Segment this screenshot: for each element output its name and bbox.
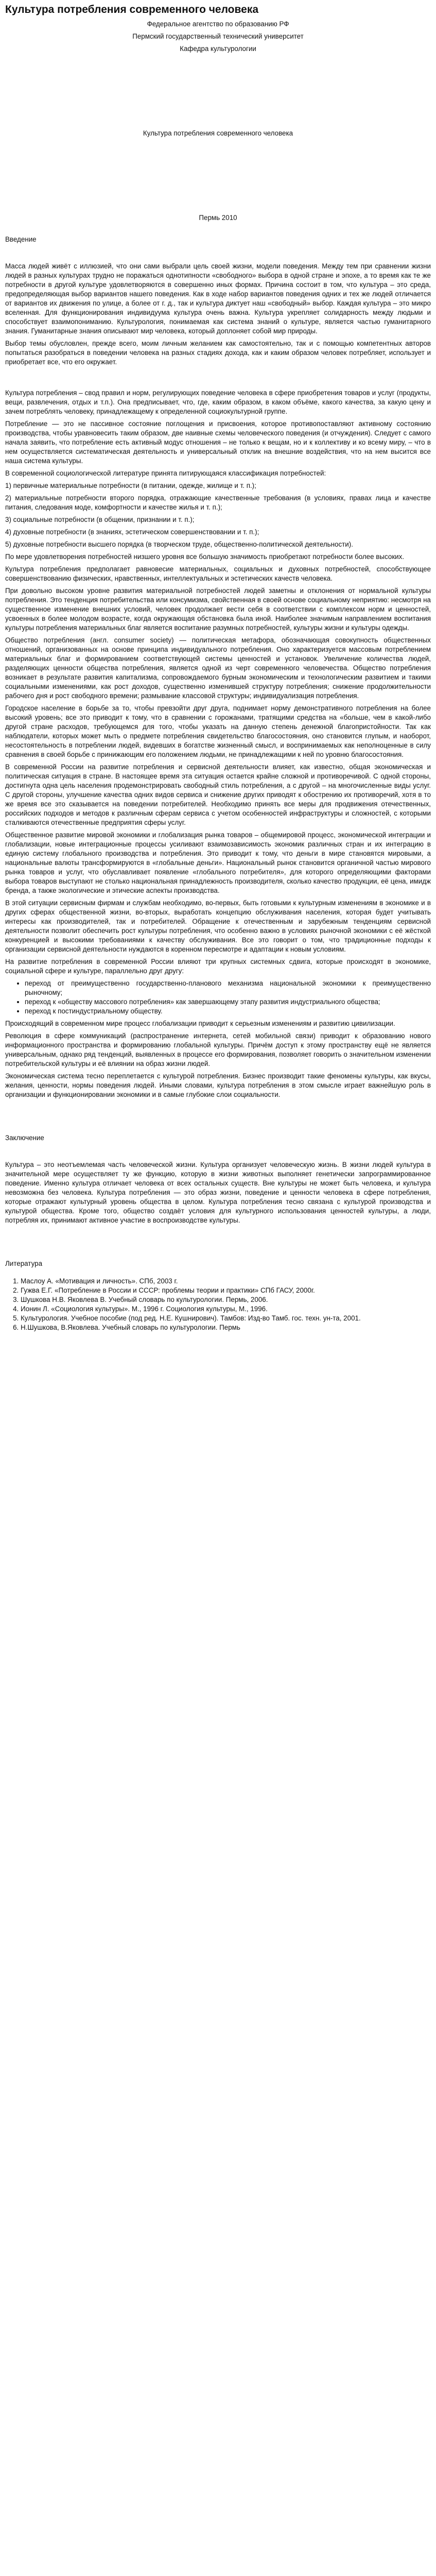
body-paragraph: Происходящий в современном мире процесс глобализации приводит к серьезным изменениям и развитию цивилизации.: [5, 1020, 395, 1027]
list-item: • переход от преимущественно государственно-планового механизма национальной экономики к преимущественно рыночному;: [25, 979, 431, 997]
section-heading-intro: Введение: [5, 235, 37, 243]
spacer: [5, 1228, 431, 1259]
reference-item: 2. Гужва Е.Г. «Потребление в России и СССР: проблемы теории и практики» СПб ГАСУ, 2000г.: [21, 1286, 431, 1295]
needs-item: 4) духовные потребности (в знаниях, эстетическом совершенствовании и т. п.);: [5, 528, 259, 536]
department-name: Кафедра культурологии: [180, 45, 256, 53]
body-paragraph: Общество потребления (англ. consumer society) — политическая метафора, обозначающая совокупность общественных отношений, организованных на основе принципа индивидуального потребления. Оно характеризуется массовым потреблением материальных благ и формированием соответствующей системы ценностей и установок. Увеличение количества людей, разделяющих ценности общества потребления, является одной из черт современного человечества. Общество потребления возникает в результате развития капитализма, сопровождаемого бурным экономическим и технологическим развитием и такими социальными изменениями, как рост доходов, существенно изменившей структуру потребления; снижение продолжительности рабочего дня и рост свободного времени; размывание классовой структуры; индивидуализация потребления.: [5, 636, 431, 700]
spacer: [5, 370, 431, 388]
spacer: [5, 141, 431, 213]
body-paragraph: Экономическая система тесно переплетается с культурой потребления. Бизнес производит такие феномены культуры, как вкусы, желания, ценности, нормы поведения людей. Иными словами, культура потребления в этом смысле играет важнейшую роль в организации и функционировании экономики и в самые глубокие слои социальности.: [5, 1072, 431, 1098]
essay-subtitle: Культура потребления современного человека: [143, 129, 293, 137]
reference-item: 3. Шушкова Н.В. Яковлева В. Учебный словарь по культурологии. Пермь, 2006.: [21, 1295, 431, 1304]
section-heading-references: Литература: [5, 1260, 43, 1267]
body-paragraph: В современной социологической литературе принята питирующаяся классификация потребностей:: [5, 469, 326, 477]
needs-item: 3) социальные потребности (в общении, признании и т. п.);: [5, 516, 195, 523]
reference-item: 5. Культурология. Учебное пособие (под ред. Н.Е. Кушнирович). Тамбов: Изд-во Тамб. гос. техн. ун-та, 2001.: [21, 1314, 431, 1323]
list-item: • переход к «обществу массового потребления» как завершающему этапу развития индустриального общества;: [25, 997, 431, 1007]
document-title: Культура потребления современного человека: [5, 4, 259, 15]
body-paragraph: По мере удовлетворения потребностей низшего уровня все большую значимость приобретают потребности более высоких.: [5, 553, 405, 561]
body-paragraph: В современной России на развитие потребления и сервисной деятельности влияет, как известно, общая экономическая и политическая ситуация в стране. В настоящее время эта ситуация остается крайне сложной и противоречивой. С одной стороны, достигнута одна цель населения продемонстрировать свободный стиль потребления, а с другой – на многочисленные виды услуг. С другой стороны, улучшение качества одних видов сервиса и снижение других приводят к обострению их противоречий, хотя в то же время все это сказывается на поведении потребителей. Необходимо принять все меры для продвижения отечественных, российских подходов и методов к различным сферам сервиса с учетом особенностей инфраструктуры и сложностей, с которыми сталкиваются отечественные предприятия сферы услуг.: [5, 763, 431, 826]
conclusion-paragraph: Культура – это неотъемлемая часть человеческой жизни. Культура организует человеческую жизнь. В жизни людей культура в значительной мере осуществляет ту же функцию, которую в жизни животных выполняет генетически запрограммированное поведение. Именно культура отличает человека от всех остальных существ. Вне культуры не может быть человека, и культура невозможна без человека. Культура потребления — это образ жизни, поведение и ценности человека в сфере потребления, которые отражают культурный уровень общества в целом. Культура потребления тесно связана с культурой производства и культурой общества. Кроме того, общество создаёт условия для культурного использования ценностей культуры, а люди, потребляя их, принимают активное участие в воспроизводстве культуры.: [5, 1161, 431, 1224]
reference-item: 6. Н.Шушкова, В.Яковлева. Учебный словарь по культурологии. Пермь: [21, 1323, 431, 1332]
shifts-list: [5, 979, 431, 1016]
body-paragraph: В этой ситуации сервисным фирмам и службам необходимо, во-первых, быть готовыми к культурным изменениям в экономике и в других сферах общественной жизни, во-вторых, выработать концепцию обслуживания населения, которая будет учитывать интересы как производителей, так и потребителей. Обращение к отечественным и зарубежным тенденциям сервисной деятельности позволит обеспечить рост культуры потребления, что особенно важно в условиях рыночной экономики с её жёсткой конкуренцией и высокими требованиями к качеству обслуживания. Все это говорит о том, что традиционные подходы к организации сервисной деятельности нуждаются в коренном пересмотре и адаптации к новым условиям.: [5, 899, 431, 953]
body-paragraph: Культура потребления предполагает равновесие материальных, социальных и духовных потребностей, способствующее совершенствованию физических, нравственных, интеллектуальных и эстетических качеств человека.: [5, 565, 431, 582]
needs-item: 5) духовные потребности высшего порядка (в творческом труде, общественно-политической деятельности).: [5, 540, 353, 548]
needs-item: 1) первичные материальные потребности (в питании, одежде, жилище и т. п.);: [5, 482, 256, 489]
section-heading-conclusion: Заключение: [5, 1134, 44, 1142]
body-paragraph: Потребление — это не пассивное состояние поглощения и присвоения, которое противопоставляют активному состоянию производства, чтобы уравновесить таким образом, две наивные схемы человеческого поведения (и отчуждения). Следует с самого начала заявить, что потребление есть активный модус отношения – не только к вещам, но и к коллективу и ко всему миру, – что в нем осуществляется систематическая деятельность и универсальный отклик на внешние воздействия, что на нем высится все наша система культуры.: [5, 420, 431, 465]
title-page-header: [5, 20, 431, 54]
spacer: [5, 1103, 431, 1133]
body-paragraph: Общественное развитие мировой экономики и глобализация рынка товаров – общемировой процесс, экономической интеграции и глобализации, новые интеграционные процессы усиливают взаимозависимость экономик различных стран и их интеграцию в единую систему глобального производства и потребления. Это приводит к тому, что деньги в мире становятся мировыми, а национальные валюты трансформируются в «глобальные деньги». Национальный рынок становится органичной частью мирового рынка товаров и услуг, что обуславливает появление «глобального потребителя», для которого определяющими факторами выбора товаров выступают не столько национальная принадлежность производителя, сколько качество продукции, её цена, имидж бренда, а также экологические и этические аспекты производства.: [5, 831, 431, 894]
body-paragraph: Культура потребления – свод правил и норм, регулирующих поведение человека в сфере приобретения товаров и услуг (продукты, вещи, развлечения, отдых и т.п.). Она предписывает, что, где, каким образом, в каком объёме, какого качества, за какую цену и зачем потреблять человеку, принадлежащему к определенной социокультурной группе.: [5, 389, 431, 415]
needs-item: 2) материальные потребности второго порядка, отражающие качественные требования (в условиях, правах лица и качестве питания, следования моде, комфортности и качестве жилья и т. п.);: [5, 494, 431, 511]
spacer: [5, 1151, 431, 1160]
body-paragraph: Городское население в борьбе за то, чтобы превзойти друг друга, поднимает норму демонстративного потребления на более высокий уровень; все это приводит к тому, что в сравнении с горожанами, тратящими средства на «больше, чем в какой-либо другой стране расходов, требующемся для того, чтобы указать на данную степень денежной благопристойности. Так как наблюдатели, которых может мыть о предмете потребления свидетельство благосостояния, оно становится глупым, и наоборот, несостоятельность в потреблении людей, видевших в богатстве жизненный смысл, и воспринимаемых как неполноценные в силу сравнения в своей борьбе с принижающим его положением людьми, не принадлежащими к ней по уровню благосостояния.: [5, 704, 431, 758]
body-paragraph: При довольно высоком уровне развития материальной потребностей людей заметны и отклонения от нормальной культуры потребления. Это тенденция потребительства или консумизма, свойственная в своей основе социальному неприятию: несмотря на существенное изменение внешних условий, человек продолжает вести себя в соответствии с комплексом норм и ценностей, усвоенных в более молодом возрасте, когда окружающая обстановка была иной. Наиболее значимым направлением воспитания культуры потребления материальных благ является воспитание разумных потребностей, культуры жизни и культуры одежды.: [5, 587, 431, 632]
agency-name: Федеральное агентство по образованию РФ: [147, 20, 289, 28]
city-year: Пермь 2010: [199, 214, 237, 222]
body-paragraph: Революция в сфере коммуникаций (распространение интернета, сетей мобильной связи) приводит к образованию нового информационного пространства и формированию глобальной культуры. Причём доступ к этому пространству ещё не является универсальным, однако ряд тенденций, выявленных в процессе его формирования, позволяет говорить о значительном изменении потребительской культуры и её влиянии на образ жизни людей.: [5, 1032, 431, 1067]
body-paragraph: На развитие потребления в современной России влияют три крупных системных сдвига, которые происходят в экономике, социальной сфере и культуре, параллельно друг другу:: [5, 958, 431, 975]
spacer: [5, 226, 431, 235]
list-item: • переход к постиндустриальному обществу.: [25, 1007, 431, 1016]
reference-item: 1. Маслоу А. «Мотивация и личность». СПб, 2003 г.: [21, 1277, 431, 1286]
references-list: [5, 1277, 431, 1332]
intro-paragraph: Выбор темы обусловлен, прежде всего, моим личным желанием как самостоятельно, так и с помощью компетентных авторов попытаться разобраться в поведении человека на разных стадиях дохода, как и каким образом человек потребляет, использует и приобретает все, что его окружает.: [5, 340, 431, 366]
university-name: Пермский государственный технический университет: [132, 32, 304, 40]
intro-paragraph: Масса людей живёт с иллюзией, что они сами выбрали цель своей жизни, модели поведения. Между тем при сравнении жизни людей в разных культурах трудно не поражаться однотипности «свободного» выбора в одной стране и эпохе, а то время как те же потребности в другой культуре удовлетворяются в совершенно иных формах. Причина состоит в том, что культура – это среда, предопределяющая выбор вариантов нашего поведения. Как в ходе набор вариантов поведения одних и тех же людей отличается от вариантов их движения по улице, а более от г. д., так и культура диктует наш «свободный» выбор. Каждая культура – это микро вселенная. Для функционирования индивидуума культура очень важна. Культура укрепляет солидарность между людьми и способствует взаимопониманию. Культурология, понимаемая как система знаний о культуре, является частью гуманитарного знания. Гуманитарные знания описывают мир человека, который доплоняет собой мир природы.: [5, 262, 431, 335]
spacer: [5, 252, 431, 262]
spacer: [5, 57, 431, 129]
reference-item: 4. Ионин Л. «Социология культуры». М., 1996 г. Социология культуры, М., 1996.: [21, 1304, 431, 1314]
